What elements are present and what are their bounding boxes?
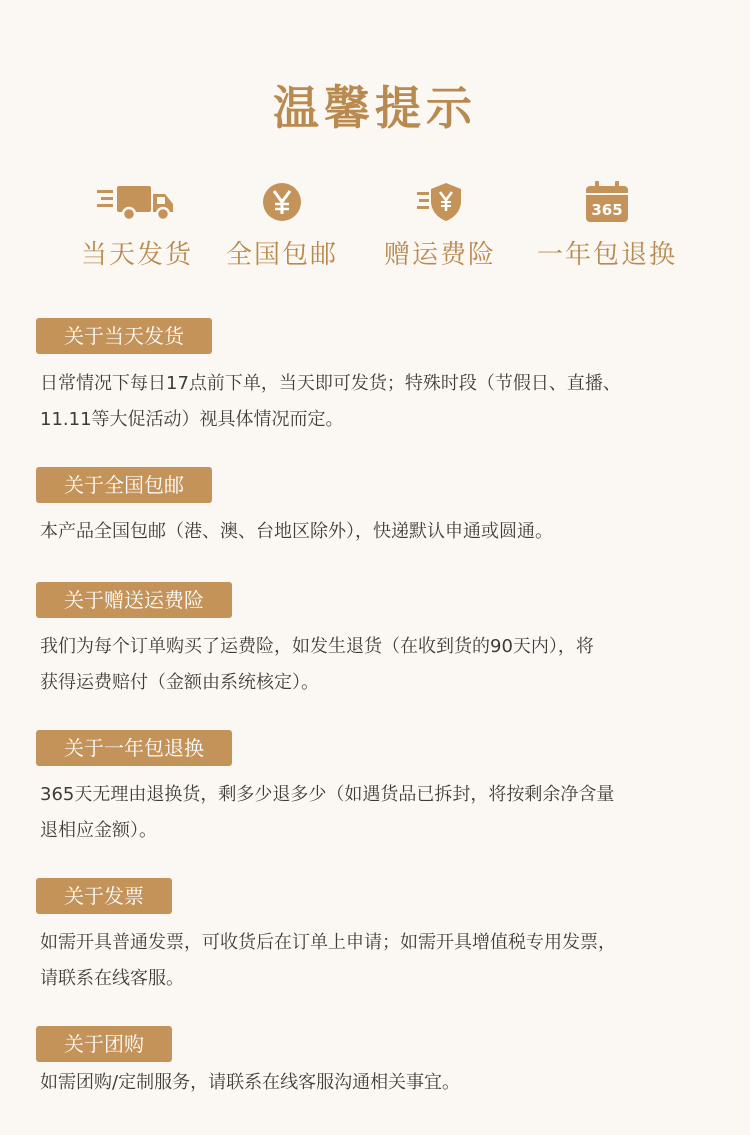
page-title: 温馨提示	[273, 81, 477, 135]
delivery-truck-icon	[97, 182, 177, 222]
feature-label: 当天发货	[80, 240, 193, 270]
feature-label: 全国包邮	[225, 240, 338, 270]
section-line: 如需团购/定制服务，请联系在线客服沟通相关事宜。	[40, 1072, 461, 1093]
section-line: 退相应金额）。	[40, 820, 157, 841]
section-line: 本产品全国包邮（港、澳、台地区除外），快递默认申通或圆通。	[40, 521, 553, 542]
calendar-365-icon	[584, 180, 630, 224]
calendar-number: 365	[591, 201, 623, 219]
section-text-free-shipping	[40, 514, 720, 550]
feature-shipping-insurance	[355, 180, 525, 271]
section-line: 365天无理由退换货，剩多少退多少（如遇货品已拆封，将按剩余净含量	[40, 784, 615, 805]
section-text-same-day	[40, 366, 720, 438]
shield-yen-icon	[415, 180, 465, 224]
section-heading-same-day: 关于当天发货	[36, 318, 212, 354]
section-text-return	[40, 777, 720, 849]
section-line: 我们为每个订单购买了运费险，如发生退货（在收到货的90天内），将	[40, 636, 594, 657]
section-line: 11.11等大促活动）视具体情况而定。	[40, 409, 344, 430]
section-heading-invoice: 关于发票	[36, 878, 172, 914]
section-heading-insurance: 关于赠送运费险	[36, 582, 232, 618]
section-line: 请联系在线客服。	[40, 968, 184, 989]
section-text-group-buy	[40, 1065, 720, 1101]
section-line: 如需开具普通发票，可收货后在订单上申请；如需开具增值税专用发票，	[40, 932, 616, 953]
section-text-insurance	[40, 629, 720, 701]
feature-label: 一年包退换	[536, 240, 677, 270]
section-heading-free-shipping: 关于全国包邮	[36, 467, 212, 503]
feature-label: 赠运费险	[383, 240, 496, 270]
feature-free-shipping	[197, 180, 367, 271]
section-line: 获得运费赔付（金额由系统核定）。	[40, 672, 319, 693]
section-line: 日常情况下每日17点前下单，当天即可发货；特殊时段（节假日、直播、	[40, 373, 621, 394]
section-heading-return: 关于一年包退换	[36, 730, 232, 766]
section-text-invoice	[40, 925, 720, 997]
yen-coin-icon	[260, 180, 304, 224]
section-heading-group-buy: 关于团购	[36, 1026, 172, 1062]
feature-one-year-return	[522, 180, 692, 271]
